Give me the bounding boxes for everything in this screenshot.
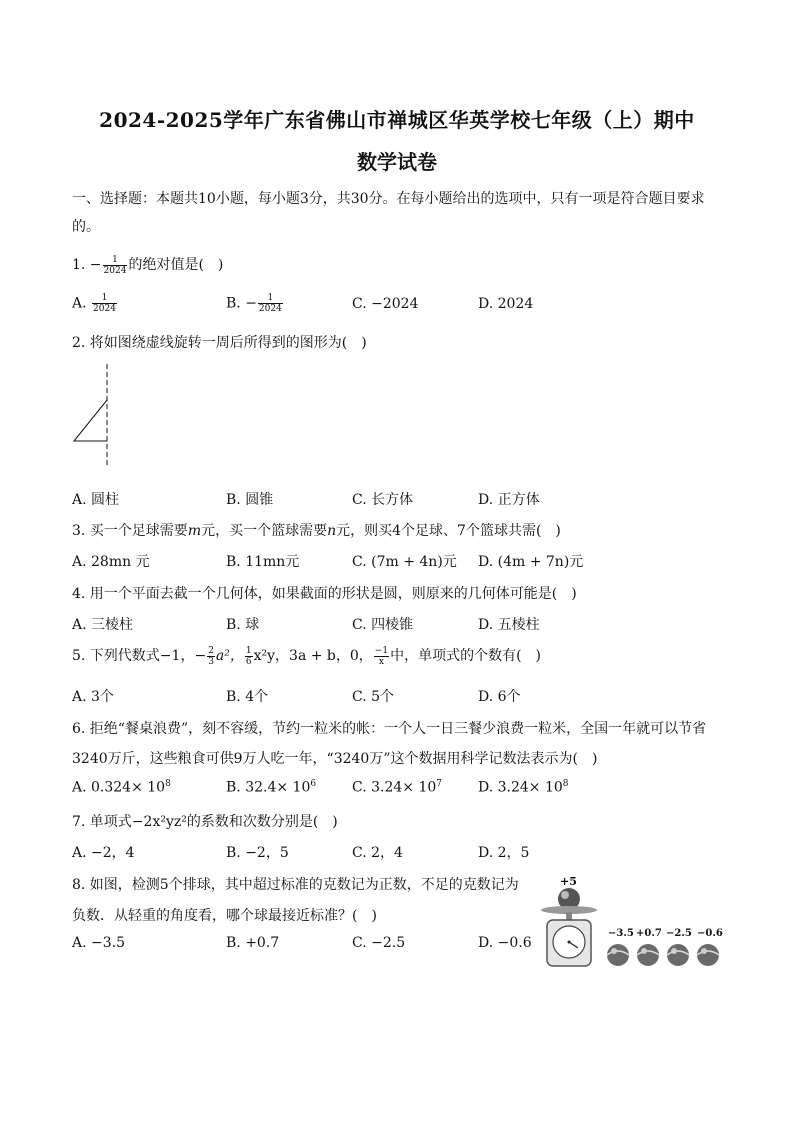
question-5-stem: 5. 下列代数式−1，− $\frac{2}{3}$ a²， $\frac{1}{6}$ x²y，3a + b，0， $\frac{-1}{x}$ 中，单项式的个数有( ): [72, 645, 542, 667]
q4-option-b[interactable]: B. 球: [226, 617, 260, 633]
q7-option-d[interactable]: D. 2，5: [478, 845, 530, 861]
question-1-stem: [72, 254, 223, 276]
q6-option-c[interactable]: C. $3.24\times 10^7$: [352, 779, 443, 796]
q6-option-a[interactable]: A. $0.324\times 10^8$: [72, 779, 171, 796]
section-intro: 一、选择题：本题共10小题，每小题3分，共30分。在每小题给出的选项中，只有一项是符合题目要求: [72, 191, 705, 207]
q8-option-d[interactable]: D. −0.6: [478, 935, 532, 951]
svg-text:−3.5: −3.5: [608, 928, 634, 939]
q3-option-d[interactable]: D. (4m + 7n)元: [478, 554, 584, 570]
q1-fraction: $\frac{1}{2024}$: [103, 254, 127, 276]
q1-option-a[interactable]: A. $\frac{1}{2024}$: [72, 293, 116, 314]
q2-option-d[interactable]: D. 正方体: [478, 492, 540, 508]
q2-option-a[interactable]: A. 圆柱: [72, 492, 120, 508]
triangle-rotation-figure: [70, 364, 120, 468]
q3-option-a[interactable]: A. 28mn 元: [72, 554, 150, 570]
svg-text:+0.7: +0.7: [636, 928, 662, 939]
q7-option-b[interactable]: B. −2，5: [226, 845, 289, 861]
q4-option-d[interactable]: D. 五棱柱: [478, 617, 540, 633]
ball-icon: [607, 944, 629, 966]
question-8-stem-cont: 负数．从轻重的角度看，哪个球最接近标准？( ): [72, 908, 377, 924]
question-8-stem: 8. 如图，检测5个排球，其中超过标准的克数记为正数，不足的克数记为: [72, 877, 519, 893]
q5-option-b[interactable]: B. 4个: [226, 689, 269, 705]
q8-option-b[interactable]: B. +0.7: [226, 935, 280, 951]
q5-option-d[interactable]: D. 6个: [478, 689, 521, 705]
q5-option-c[interactable]: C. 5个: [352, 689, 395, 705]
q6-option-d[interactable]: D. $3.24\times 10^8$: [478, 779, 569, 796]
page-title: 2024-2025学年广东省佛山市禅城区华英学校七年级（上）期中: [99, 108, 695, 132]
q1-option-b[interactable]: B. − $\frac{1}{2024}$: [226, 293, 282, 314]
page-subtitle: 数学试卷: [357, 150, 437, 174]
q1-option-c[interactable]: C. −2024: [352, 296, 419, 312]
ball-icon: [637, 944, 659, 966]
q1-suffix: 的绝对值是( ): [128, 257, 224, 273]
svg-text:−0.6: −0.6: [697, 928, 723, 939]
q1-prefix: 1. −: [72, 257, 102, 273]
q4-option-c[interactable]: C. 四棱锥: [352, 617, 414, 633]
ball-icon: [667, 944, 689, 966]
q3-option-c[interactable]: C. (7m + 4n)元: [352, 554, 457, 570]
q4-option-a[interactable]: A. 三棱柱: [72, 617, 134, 633]
q5-option-a[interactable]: A. 3个: [72, 689, 114, 705]
scale-ball-label: +5: [560, 875, 577, 888]
q7-option-a[interactable]: A. −2，4: [72, 845, 135, 861]
q1-option-d[interactable]: D. 2024: [478, 296, 534, 312]
ball-icon: [697, 944, 719, 966]
question-3-stem: 3. 买一个足球需要m元，买一个篮球需要n元，则买4个足球、7个篮球共需( ): [72, 523, 561, 539]
question-7-stem: 7. 单项式−2x²yz²的系数和次数分别是( ): [72, 814, 338, 830]
scale-and-balls-figure: [540, 872, 726, 970]
q3-option-b[interactable]: B. 11mn元: [226, 554, 300, 570]
question-6-stem-cont: 3240万斤，这些粮食可供9万人吃一年，“3240万”这个数据用科学记数法表示为( ): [72, 751, 598, 767]
question-4-stem: 4. 用一个平面去截一个几何体，如果截面的形状是圆，则原来的几何体可能是( ): [72, 586, 577, 602]
question-6-stem: 6. 拒绝“餐桌浪费”，刻不容缓，节约一粒米的帐：一个人一日三餐少浪费一粒米，全国一年就可以节省: [72, 721, 707, 737]
svg-text:−2.5: −2.5: [666, 928, 692, 939]
question-2-stem: 2. 将如图绕虚线旋转一周后所得到的图形为( ): [72, 335, 367, 351]
q7-option-c[interactable]: C. 2，4: [352, 845, 403, 861]
q2-option-c[interactable]: C. 长方体: [352, 492, 414, 508]
q8-option-a[interactable]: A. −3.5: [72, 935, 126, 951]
q2-option-b[interactable]: B. 圆锥: [226, 492, 274, 508]
q8-option-c[interactable]: C. −2.5: [352, 935, 406, 951]
section-intro-cont: 的。: [72, 219, 100, 235]
q6-option-b[interactable]: B. $32.4\times 10^6$: [226, 779, 317, 796]
